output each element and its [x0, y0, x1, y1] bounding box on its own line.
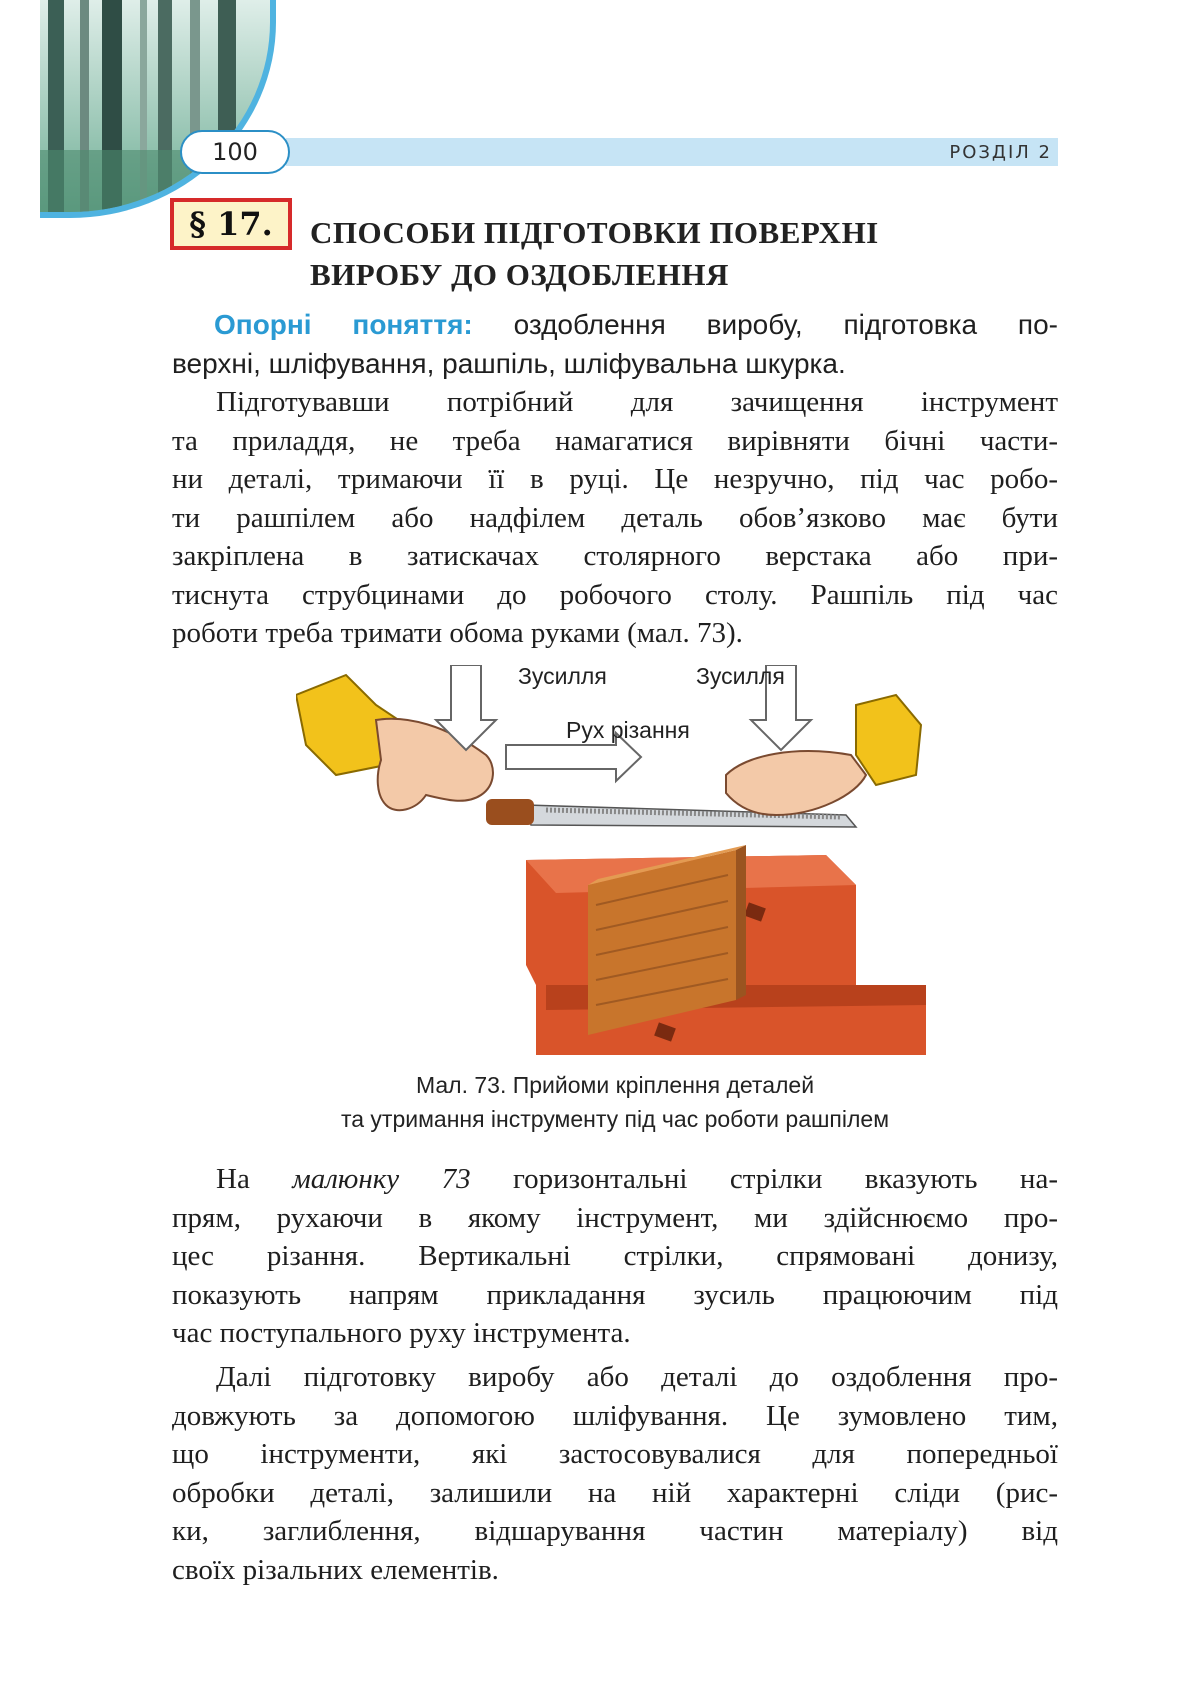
- p2-line: час поступального руху інструмента.: [172, 1317, 631, 1349]
- p3-line: довжують за допомогою шліфування. Це зумовлено тим,: [172, 1399, 1058, 1432]
- p1-line: Підготувавши потрібний для зачищення інструмент: [216, 386, 1058, 418]
- concepts-line-2: верхні, шліфування, рашпіль, шліфувальна шкурка.: [172, 347, 846, 379]
- p2-end: горизонтальні стрілки вказують на-: [470, 1163, 1058, 1195]
- p2-line: показують напрям прикладання зусиль працюючим під: [172, 1278, 1058, 1311]
- p2-line: прям, рухаючи в якому інструмент, ми здійснюємо про-: [172, 1201, 1058, 1234]
- section-number: § 17.: [189, 205, 273, 243]
- header-band: [286, 138, 1058, 166]
- page-title: [310, 212, 1050, 296]
- p3-line: ки, заглиблення, відшарування частин матеріалу) від: [172, 1515, 1058, 1547]
- p2-line: цес різання. Вертикальні стрілки, спрямовані донизу,: [172, 1240, 1058, 1272]
- p1-line: ни деталі, тримаючи її в руці. Це незручно, під час робо-: [172, 463, 1058, 495]
- section-number-box: [170, 198, 292, 250]
- concepts-line-1: [172, 306, 1058, 345]
- p3-line: обробки деталі, залишили на ній характерні сліди (рис-: [172, 1476, 1058, 1509]
- figure-caption: [172, 1068, 1058, 1136]
- label-motion: Рух різання: [566, 717, 690, 743]
- page-number-text: 100: [212, 138, 258, 166]
- p2-emph: малюнку 73: [292, 1163, 471, 1195]
- forest-photo: [40, 0, 270, 212]
- label-force-right: Зусилля: [696, 663, 785, 689]
- title-line-2: ВИРОБУ ДО ОЗДОБЛЕННЯ: [310, 257, 729, 292]
- paragraph-2: [172, 1160, 1058, 1353]
- p3-line: Далі підготовку виробу або деталі до оздоблення про-: [216, 1361, 1058, 1393]
- caption-line-1: Мал. 73. Прийоми кріплення деталей: [415, 1072, 815, 1098]
- title-line-1: СПОСОБИ ПІДГОТОВКИ ПОВЕРХНІ: [310, 215, 879, 250]
- caption-line-2: та утримання інструменту під час роботи рашпілем: [340, 1106, 890, 1132]
- page-number: [180, 130, 290, 174]
- p2-start: На: [216, 1163, 293, 1195]
- section-label: РОЗДІЛ 2: [949, 141, 1052, 163]
- paragraph-3: [172, 1358, 1058, 1589]
- figure-73: [296, 665, 936, 1055]
- key-concepts: [172, 306, 1058, 383]
- p1-line: ти рашпілем або надфілем деталь обов’язково має бути: [172, 501, 1058, 534]
- concepts-label: Опорні поняття:: [214, 309, 473, 340]
- p3-line: своїх різальних елементів.: [172, 1553, 499, 1586]
- label-force-left: Зусилля: [518, 663, 607, 689]
- p1-line: та приладдя, не треба намагатися вирівняти бічні части-: [172, 424, 1058, 457]
- p1-line: закріплена в затискачах столярного верстака або при-: [172, 540, 1058, 572]
- p1-line: роботи треба тримати обома руками (мал. 73).: [172, 617, 743, 649]
- concepts-text-1: оздоблення виробу, підготовка по-: [472, 309, 1058, 340]
- p3-line: що інструменти, які застосовувалися для попередньої: [172, 1438, 1058, 1470]
- p1-line: тиснута струбцинами до робочого столу. Рашпіль під час: [172, 578, 1058, 611]
- p2-line: [172, 1160, 1058, 1199]
- paragraph-1: [172, 383, 1058, 653]
